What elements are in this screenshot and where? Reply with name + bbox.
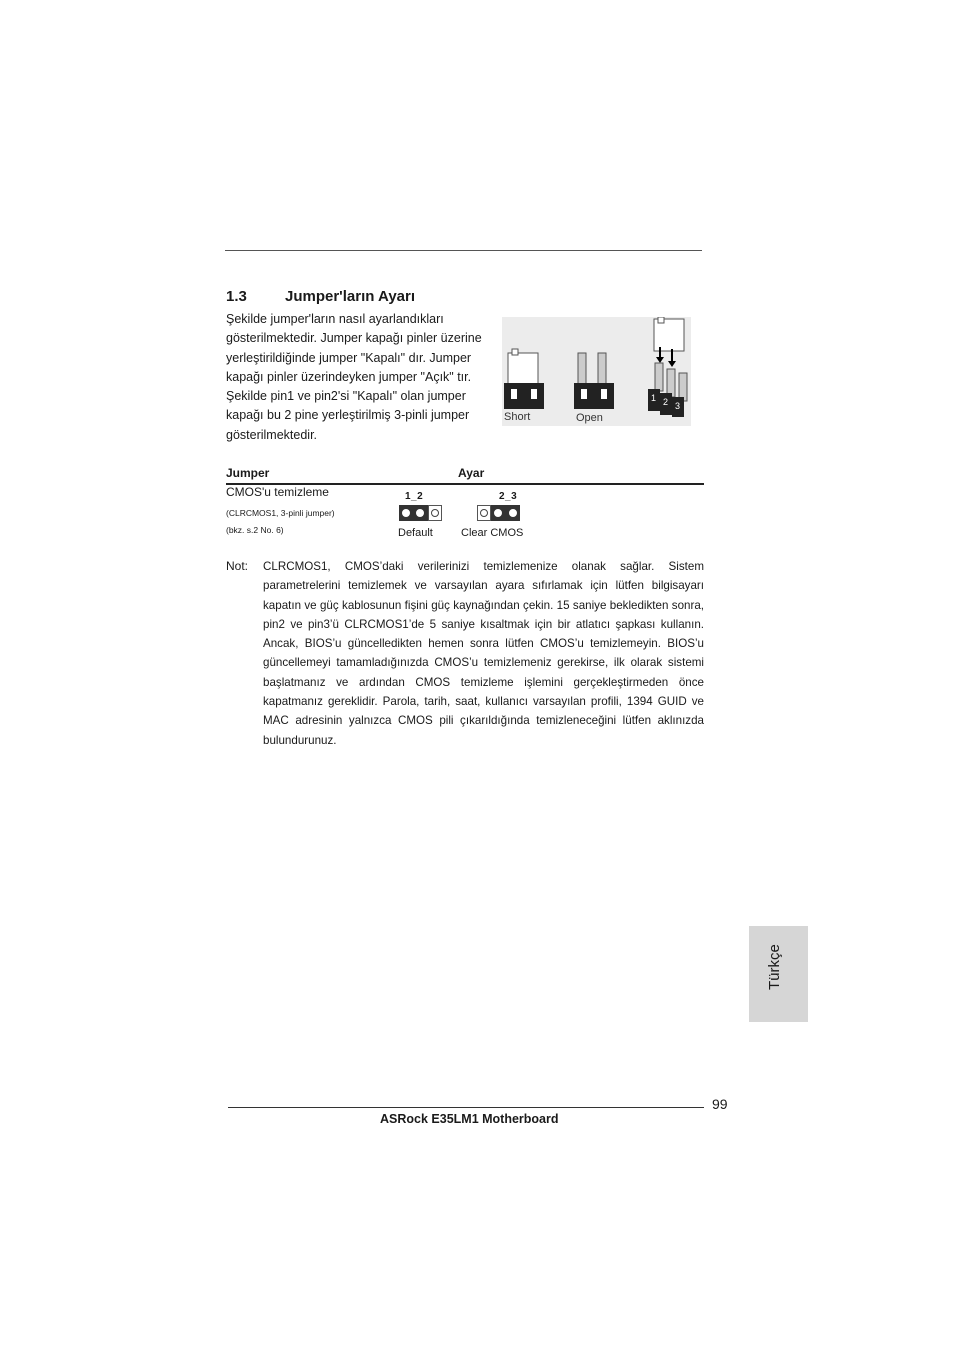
short-label: Short	[504, 411, 531, 423]
jumper-name: CMOS'u temizleme	[226, 485, 329, 499]
table-header-setting: Ayar	[458, 466, 485, 480]
clear-cmos-label: Clear CMOS	[461, 527, 524, 539]
default-label: Default	[398, 527, 433, 539]
pin-1-label: 1	[651, 393, 657, 403]
jumper-subtitle: (CLRCMOS1, 3-pinli jumper)	[226, 508, 335, 518]
default-jumper-icon	[399, 505, 442, 521]
table-header-jumper: Jumper	[226, 466, 270, 480]
page-number: 99	[712, 1096, 728, 1112]
pin-2-label: 2	[663, 397, 669, 407]
section-title: Jumper'ların Ayarı	[285, 288, 416, 305]
section-number: 1.3	[226, 288, 247, 305]
intro-paragraph: Şekilde jumper'ların nasıl ayarlandıkları gösterilmektedir. Jumper kapağı pinler üzerine yerleştirildiğinde jumper "Kapalı" dır. Jumper kapağı pinler üzerindeyken jumper "Açık" tır. Şekilde pin1 ve pin2'si "Kapalı" olan jumper kapağı bu 2 pine yerleştirilmiş 3-pinli jumper gösterilmektedir.	[226, 312, 482, 442]
clear-cmos-pin-numbers: 2_3	[499, 491, 518, 502]
short-jumper-graphic	[504, 349, 544, 409]
pin-3-label: 3	[675, 401, 681, 411]
open-jumper-graphic	[574, 353, 614, 409]
note-text: CLRCMOS1, CMOS’daki verilerinizi temizlemenize olanak sağlar. Sistem parametrelerini temizlemek ve varsayılan ayara sıfırlamak için lütfen bilgisayarı kapatın ve güç kablosunun fişini güç kaynağından çekin. 15 saniye bekledikten sonra, pin2 ve pin3’ü CLRCMOS1’de 5 saniye kısaltmak için bir atlatıcı şapkası kullanın. Ancak, BIOS’u güncelledikten hemen sonra lütfen CMOS’u temizlemeyin. BIOS’u güncellemeyi tamamladığınızda CMOS’u temizlemeniz gerekirse, ilk olarak sistemi başlatmanız ve ardından CMOS temizleme işlemini gerçekleştirmeden önce kapatmanız gereklidir. Parola, tarih, saat, kullanıcı varsayılan profili, 1394 GUID ve MAC adresinin yalnızca CMOS pili çıkarıldığında temizleneceğini lütfen aklınızda bulundurunuz.	[263, 560, 704, 747]
top-divider	[225, 250, 702, 251]
jumper-illustration	[502, 317, 691, 426]
jumper-reference: (bkz. s.2 No. 6)	[226, 525, 284, 535]
footer-divider	[228, 1107, 704, 1108]
clear-cmos-jumper-icon	[477, 505, 520, 521]
open-label: Open	[576, 412, 603, 424]
footer-text: ASRock E35LM1 Motherboard	[380, 1112, 559, 1126]
language-tab-label: Türkçe	[766, 944, 783, 990]
note-label: Not:	[226, 559, 249, 573]
jumper-diagram-graphic	[502, 317, 691, 426]
default-pin-numbers: 1_2	[405, 491, 424, 502]
